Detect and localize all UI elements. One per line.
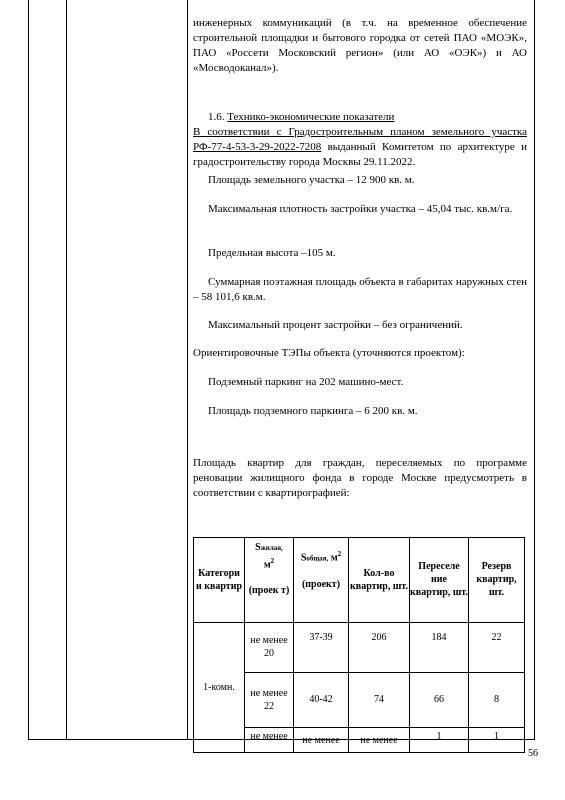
cell-count: 74 (349, 672, 410, 727)
table-column-divider-right (187, 0, 188, 739)
table-column-divider-left (66, 0, 67, 739)
cell-count: 206 (349, 622, 410, 672)
cell-s-total: 37-39 (294, 622, 349, 672)
gpzu-issuer: выданный Комитетом по архитектуре и градостроительству города Москвы 29.11.2022. (193, 141, 527, 168)
cell-count: не менее (349, 727, 410, 752)
cell-reserve: 8 (469, 672, 525, 727)
cell-s-total: 40-42 (294, 672, 349, 727)
cell-reserve: 22 (469, 622, 525, 672)
cell-reserve: 1 (469, 727, 525, 752)
continuation-paragraph: инженерных коммуникаций (в т.ч. на временное обеспечение строительной площадки и бытового городка от сетей ПАО «МОЭК», ПАО «Россети Московский регион» (или АО «ОЭК») и АО «Мосводоканал»). (193, 17, 527, 74)
parking-area: Площадь подземного паркинга – 6 200 кв. м. (208, 405, 418, 417)
indicator-building-percent: Максимальный процент застройки – без ограничений. (208, 319, 463, 331)
header-count: Кол-во квартир, шт. (349, 537, 410, 622)
section-title: Технико-экономические показатели (227, 111, 395, 123)
indicator-height: Предельная высота –105 м. (208, 247, 336, 259)
cell-resettled: 66 (410, 672, 469, 727)
renovation-paragraph: Площадь квартир для граждан, переселяемых по программе реновации жилищного фонда в городе Москве предусмотреть в соответствии с квартирографией: (193, 457, 527, 499)
gpzu-reference: В соответствии с Градостроительным планом земельного участка РФ-77-4-53-3-29-2022-7208 (193, 126, 527, 153)
header-category: Категори и квартир (194, 537, 245, 622)
header-reserve: Резерв квартир, шт. (469, 537, 525, 622)
table-spacer-row (194, 524, 525, 537)
indicator-land-area: Площадь земельного участка – 12 900 кв. м. (208, 174, 415, 186)
cell-resettled: 1 (410, 727, 469, 752)
parking-count: Подземный паркинг на 202 машино-мест. (208, 376, 404, 388)
page-number: 56 (528, 748, 538, 759)
table-row (194, 622, 525, 672)
indicator-floor-area: Суммарная поэтажная площадь объекта в габаритах наружных стен – 58 101,6 кв.м. (193, 276, 527, 303)
cell-s-living: не менее 20 (245, 622, 294, 672)
cell-s-total: не менее (294, 727, 349, 752)
header-s-living: Sжилая, $м^2$ (проек т) (245, 537, 294, 622)
group-label: 1-комн. (194, 622, 245, 752)
apartment-table (193, 524, 525, 753)
indicator-density: Максимальная плотность застройки участка – 45,04 тыс. кв.м/га. (208, 203, 513, 215)
section-heading (208, 110, 394, 125)
approx-heading: Ориентировочные ТЭПы объекта (уточняются проектом): (193, 347, 465, 359)
header-s-total: Sобщая, $м^2$ (проект) (294, 537, 349, 622)
header-resettled: Переселе ние квартир, шт. (410, 537, 469, 622)
section-number: 1.6. (208, 111, 225, 123)
cell-s-living: не менее 22 (245, 672, 294, 727)
gpzu-paragraph (193, 125, 527, 170)
cell-resettled: 184 (410, 622, 469, 672)
cell-s-living: не менее (245, 727, 294, 752)
table-header-row (194, 537, 525, 622)
